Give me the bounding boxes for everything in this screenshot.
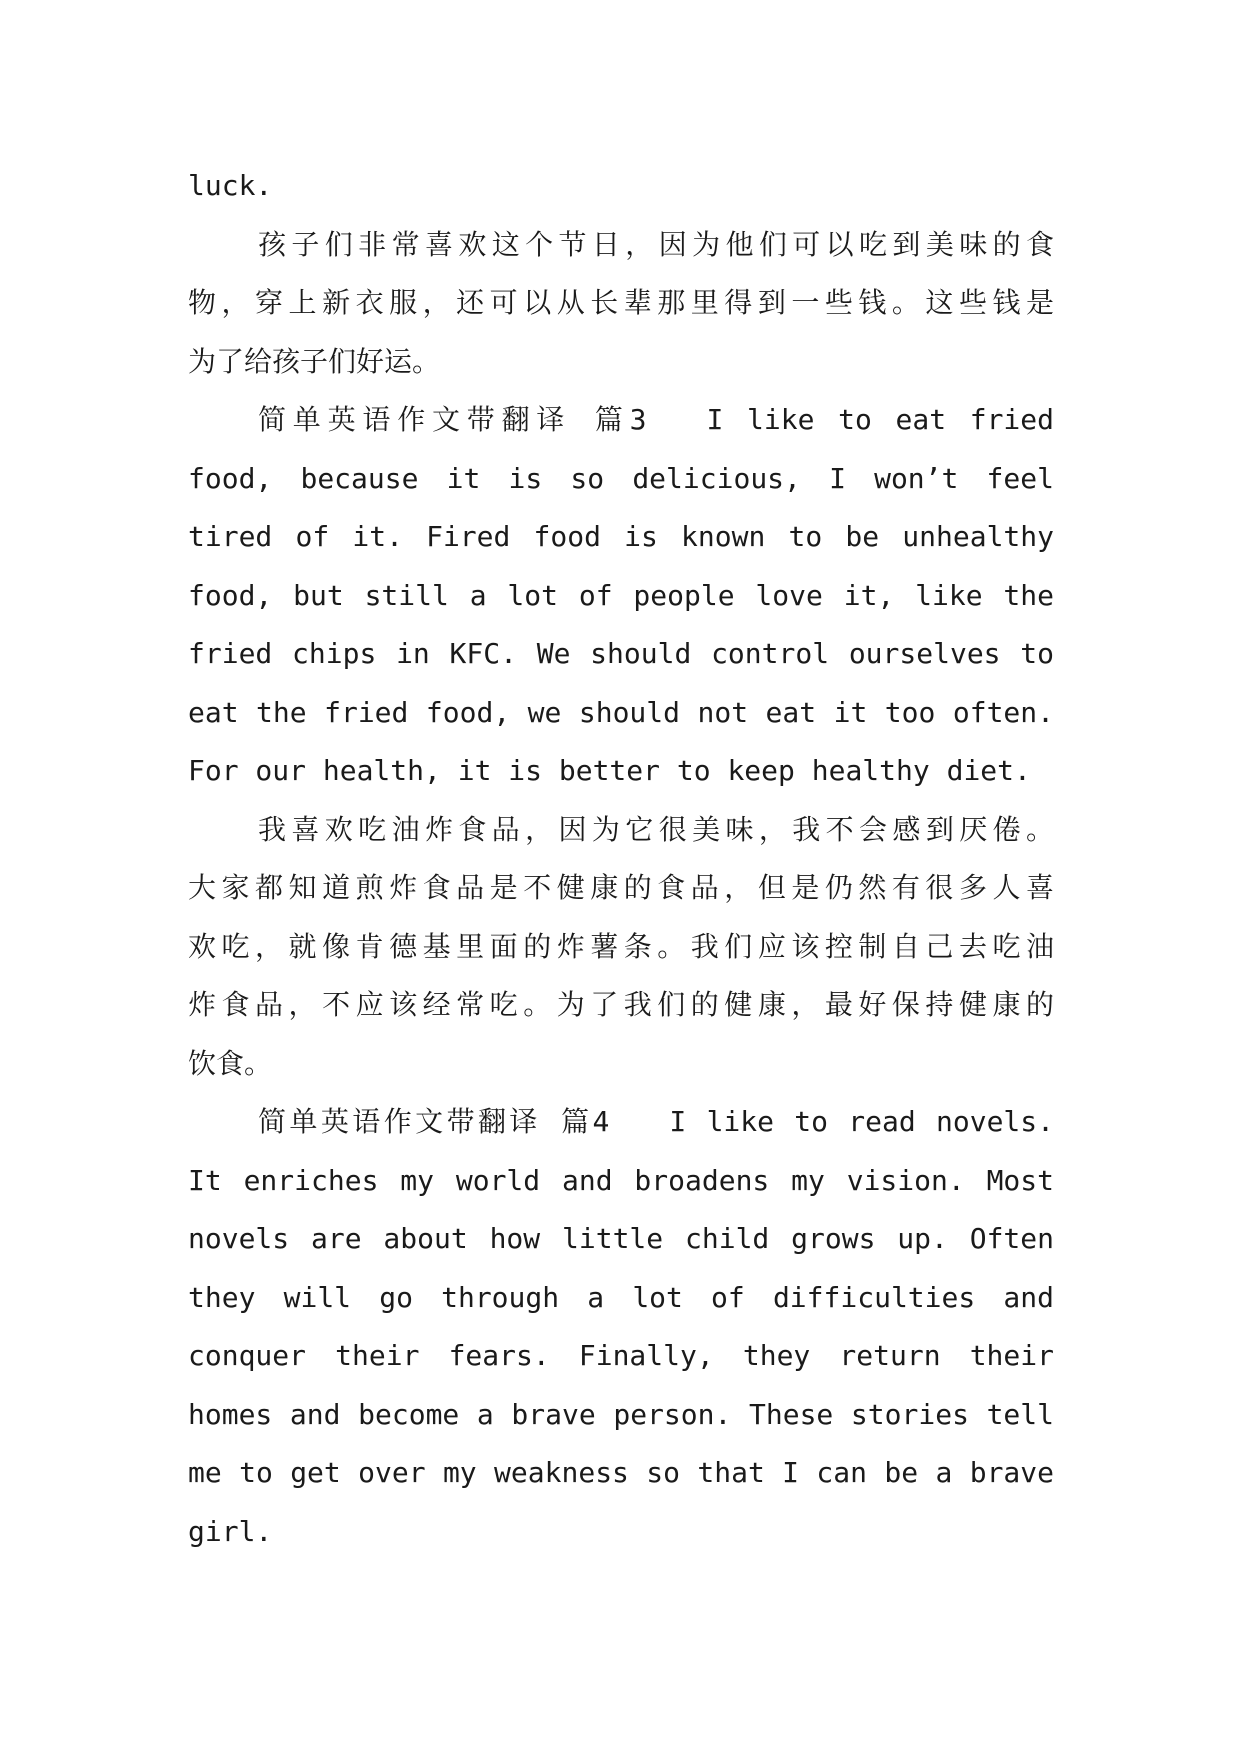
text-line: 孩子们非常喜欢这个节日，因为他们可以吃到美味的食 (258, 227, 1054, 261)
text-line: 我喜欢吃油炸食品，因为它很美味，我不会感到厌倦。 (258, 812, 1054, 846)
text-line: 大家都知道煎炸食品是不健康的食品，但是仍然有很多人喜 (188, 871, 1054, 904)
text-line: It enriches my world and broadens my vision. Most (188, 1163, 1054, 1197)
text-run: I like to eat fried (706, 403, 1055, 436)
document-body (188, 157, 1054, 1561)
section-heading: 简单英语作文带翻译 篇4 (258, 1105, 610, 1138)
text-run: I like to read novels. (669, 1105, 1054, 1138)
text-line: 炸食品，不应该经常吃。为了我们的健康，最好保持健康的 (188, 988, 1054, 1021)
text-line: tired of it. Fired food is known to be unhealthy (188, 520, 1054, 553)
text-line: homes and become a brave person. These stories tell (188, 1397, 1054, 1431)
text-line: 为了给孩子们好运。 (188, 344, 441, 378)
section-heading: 简单英语作文带翻译 篇3 (258, 403, 647, 436)
text-line: 欢吃，就像肯德基里面的炸薯条。我们应该控制自己去吃油 (188, 929, 1054, 963)
text-line: 饮食。 (188, 1046, 273, 1080)
text-line: they will go through a lot of difficulties and (188, 1280, 1054, 1314)
text-line: fried chips in KFC. We should control ourselves to (188, 637, 1054, 670)
text-line: girl. (188, 1514, 273, 1548)
text-line: eat the fried food, we should not eat it too often. (188, 695, 1054, 729)
section-heading-line (188, 1093, 1054, 1152)
text-line: conquer their fears. Finally, they return their (188, 1339, 1054, 1372)
text-line: me to get over my weakness so that I can be a brave (188, 1456, 1054, 1489)
section-heading-line (188, 391, 1054, 450)
text-line: luck. (188, 169, 273, 202)
text-line: novels are about how little child grows up. Often (188, 1222, 1054, 1255)
text-line: food, because it is so delicious, I won’t feel (188, 461, 1054, 495)
text-line: food, but still a lot of people love it, like the (188, 578, 1054, 612)
text-line: For our health, it is better to keep healthy diet. (188, 754, 1031, 787)
text-line: 物，穿上新衣服，还可以从长辈那里得到一些钱。这些钱是 (188, 286, 1054, 319)
